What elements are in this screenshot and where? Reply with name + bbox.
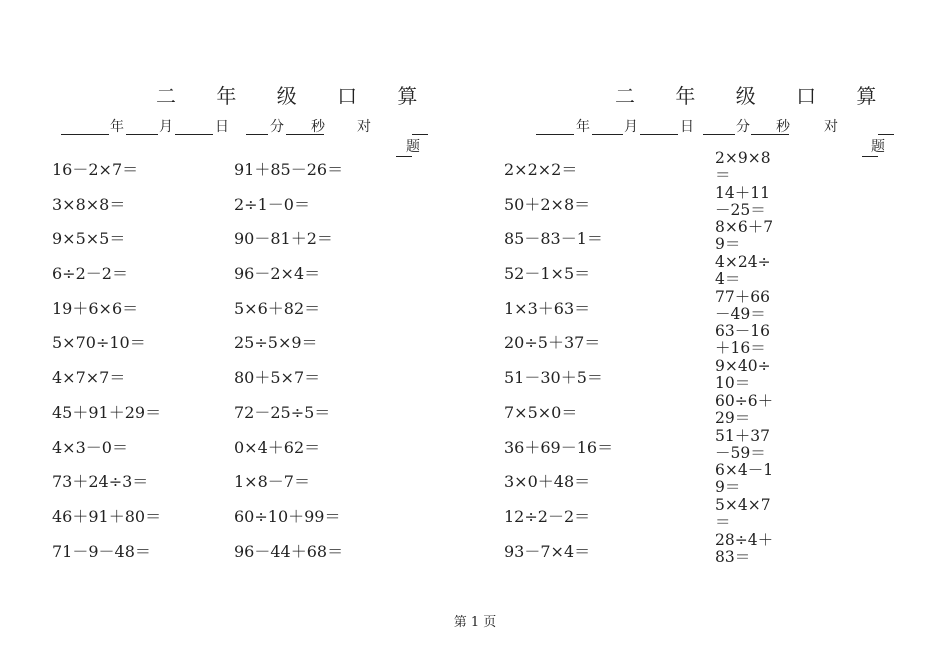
day-blank[interactable] <box>640 116 678 135</box>
correct-label: 对 <box>824 119 838 135</box>
question-item: 5×70÷10＝ <box>52 333 146 353</box>
question-item: 1×8－7＝ <box>234 472 310 492</box>
page-footer: 第 1 页 <box>453 615 497 630</box>
question-item: 46＋91＋80＝ <box>52 506 162 526</box>
question-item: 45＋91＋29＝ <box>52 402 162 422</box>
month-blank[interactable] <box>592 116 623 135</box>
year-blank[interactable] <box>536 116 574 135</box>
worksheet-header <box>0 116 475 156</box>
question-item: 16－2×7＝ <box>52 160 139 179</box>
question-item: 91＋85－26＝ <box>234 160 344 179</box>
day-blank[interactable] <box>175 116 213 135</box>
questions-label: 题 <box>406 139 420 155</box>
worksheet-title: 二 年 级 口 算 <box>156 84 435 108</box>
question-item: 28÷4＋83＝ <box>715 530 774 566</box>
question-item: 8×6＋79＝ <box>715 218 774 254</box>
question-item: 4×24÷4＝ <box>715 253 771 289</box>
day-label: 日 <box>680 119 694 135</box>
worksheet-right <box>475 0 950 672</box>
question-item: 3×8×8＝ <box>52 194 126 214</box>
question-item: 72－25÷5＝ <box>234 402 331 422</box>
question-column-1 <box>52 157 161 573</box>
worksheet-title: 二 年 级 口 算 <box>615 84 894 108</box>
question-item: 73＋24÷3＝ <box>52 472 149 492</box>
question-item: 9×5×5＝ <box>52 229 126 249</box>
question-item: 2÷1－0＝ <box>234 194 310 214</box>
question-item: 93－7×4＝ <box>504 541 591 561</box>
questions-label: 题 <box>871 139 885 155</box>
question-item: 2×2×2＝ <box>504 160 578 179</box>
year-label: 年 <box>110 119 124 135</box>
worksheet-header <box>475 116 950 156</box>
year-label: 年 <box>576 119 590 135</box>
month-label: 月 <box>159 119 173 135</box>
question-item: 5×4×7＝ <box>715 495 771 531</box>
minute-label: 分 <box>270 119 284 135</box>
question-item: 60÷10＋99＝ <box>234 506 341 526</box>
minute-label: 分 <box>736 119 750 135</box>
question-item: 2×9×8＝ <box>715 149 771 184</box>
question-item: 36＋69－16＝ <box>504 437 614 457</box>
correct-blank[interactable] <box>412 116 428 135</box>
question-item: 3×0＋48＝ <box>504 472 591 492</box>
question-item: 96－2×4＝ <box>234 264 321 284</box>
question-item: 5×6＋82＝ <box>234 298 321 318</box>
second-label: 秒 <box>776 119 790 135</box>
question-item: 9×40÷10＝ <box>715 357 771 393</box>
question-item: 90－81＋2＝ <box>234 229 333 249</box>
question-item: 50＋2×8＝ <box>504 194 591 214</box>
question-item: 25÷5×9＝ <box>234 333 318 353</box>
question-column-2 <box>715 150 777 566</box>
question-column-2 <box>234 157 343 573</box>
question-item: 60÷6＋29＝ <box>715 391 774 427</box>
question-item: 14＋11－25＝ <box>715 183 770 219</box>
question-item: 51－30＋5＝ <box>504 368 603 388</box>
question-item: 51＋37－59＝ <box>715 426 770 462</box>
correct-label: 对 <box>357 119 371 135</box>
question-item: 80＋5×7＝ <box>234 368 321 388</box>
question-item: 77＋66－49＝ <box>715 287 770 323</box>
question-item: 4×3－0＝ <box>52 437 128 457</box>
minute-blank[interactable] <box>246 116 268 135</box>
question-item: 96－44＋68＝ <box>234 541 344 561</box>
minute-blank[interactable] <box>703 116 735 135</box>
question-column-1 <box>504 157 613 573</box>
question-item: 4×7×7＝ <box>52 368 126 388</box>
question-item: 1×3＋63＝ <box>504 298 591 318</box>
question-item: 63－16＋16＝ <box>715 322 770 358</box>
month-label: 月 <box>624 119 638 135</box>
question-item: 20÷5＋37＝ <box>504 333 601 353</box>
day-label: 日 <box>215 119 229 135</box>
question-item: 6÷2－2＝ <box>52 264 128 284</box>
question-item: 71－9－48＝ <box>52 541 151 561</box>
question-item: 19＋6×6＝ <box>52 298 139 318</box>
question-item: 6×4－19＝ <box>715 461 774 497</box>
second-label: 秒 <box>311 119 325 135</box>
year-blank[interactable] <box>61 116 109 135</box>
question-item: 52－1×5＝ <box>504 264 591 284</box>
question-item: 12÷2－2＝ <box>504 506 591 526</box>
question-item: 7×5×0＝ <box>504 402 578 422</box>
question-item: 0×4＋62＝ <box>234 437 321 457</box>
correct-blank[interactable] <box>878 116 894 135</box>
month-blank[interactable] <box>126 116 158 135</box>
question-item: 85－83－1＝ <box>504 229 603 249</box>
